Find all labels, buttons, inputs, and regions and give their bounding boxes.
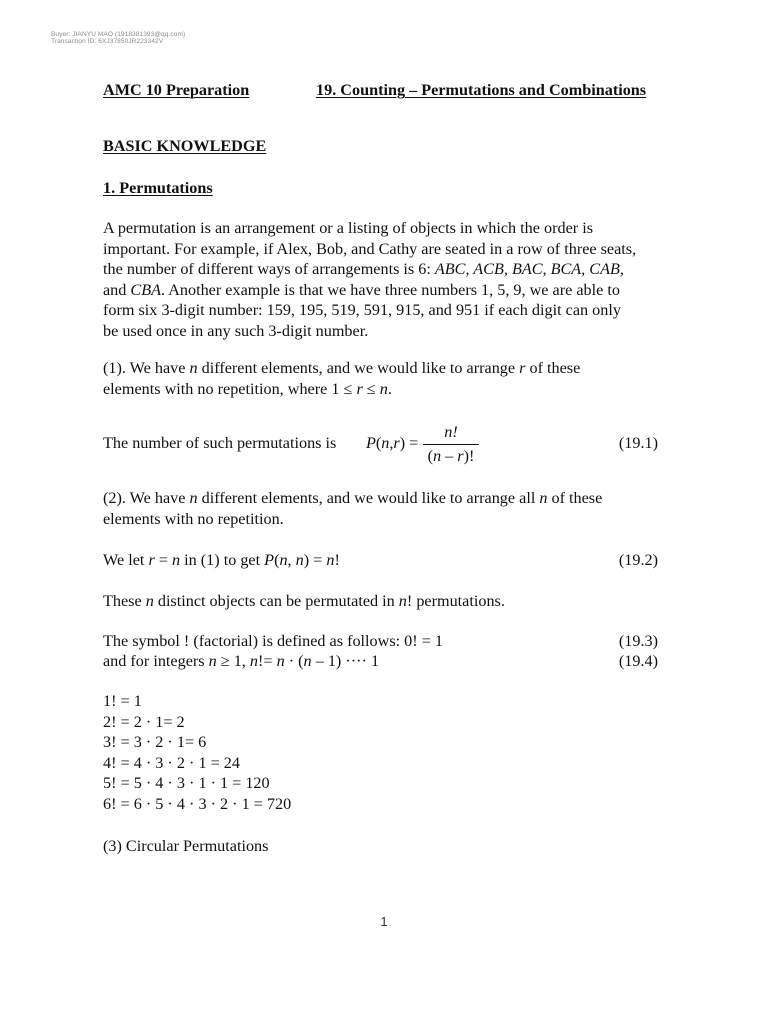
text: . <box>387 379 392 398</box>
var-r: r <box>356 379 363 398</box>
var-r: r <box>148 551 155 569</box>
formula-lhs <box>366 433 418 454</box>
buyer-watermark <box>51 31 185 45</box>
text: We let <box>103 551 149 569</box>
intro-arrangement-cba: CBA <box>130 280 161 299</box>
list-item: 3! = 3 · 2 · 1= 6 <box>103 733 207 751</box>
var-n: n <box>172 551 181 569</box>
text: distinct objects can be permutated in <box>153 592 399 610</box>
text: != <box>258 652 277 670</box>
intro-line <box>103 259 658 280</box>
text: ! <box>334 551 340 569</box>
text: = <box>154 551 172 569</box>
var-n: n <box>279 551 288 569</box>
case-1-paragraph <box>103 358 658 399</box>
text: , <box>287 551 296 569</box>
text: different elements, and we would like to arrange all <box>197 489 540 507</box>
var-r: r <box>393 434 400 452</box>
text: ) = <box>303 551 327 569</box>
var-n: n <box>326 551 335 569</box>
factorial-definition-line-2 <box>103 651 658 672</box>
text: ( <box>427 446 433 465</box>
intro-text: . Another example is that we have three numbers 1, 5, 9, we are able to <box>161 280 620 299</box>
page-number: 1 <box>380 914 388 929</box>
equation-number: (19.4) <box>618 652 658 670</box>
text: – 1) ···· 1 <box>311 652 380 670</box>
case-2-paragraph <box>103 488 658 529</box>
case-2-line <box>103 488 658 509</box>
text: )! <box>463 446 475 465</box>
var-p: P <box>366 434 376 452</box>
intro-line: A permutation is an arrangement or a listing of objects in which the order is <box>103 219 593 237</box>
text: ! permutations. <box>406 592 505 610</box>
var-r: r <box>519 359 526 377</box>
text: elements with no repetition, where 1 ≤ <box>103 379 357 398</box>
header-chapter-title: 19. Counting – Permutations and Combinations <box>316 81 647 99</box>
text: and for integers <box>103 652 209 670</box>
intro-line: form six 3-digit number: 159, 195, 519, 591, 915, and 951 if each digit can only <box>103 301 621 319</box>
factorial-list <box>103 691 658 814</box>
text: in (1) to get <box>180 551 265 569</box>
intro-line: important. For example, if Alex, Bob, and Cathy are seated in a row of three seats, <box>103 239 637 258</box>
section-title: BASIC KNOWLEDGE <box>103 137 267 155</box>
case-1-line <box>103 358 658 379</box>
factorial-definition-line-1: The symbol ! (factorial) is defined as follows: 0! = 1 <box>103 632 443 650</box>
var-n: n <box>379 379 388 398</box>
var-n: n <box>276 652 285 670</box>
var-n: n <box>381 434 390 452</box>
header-course-title: AMC 10 Preparation <box>103 81 250 99</box>
text: , <box>389 434 394 452</box>
text: (2). We have <box>103 489 190 507</box>
subsection-title: 1. Permutations <box>103 179 213 197</box>
text: ≥ 1, <box>216 652 250 670</box>
var-n: n <box>295 551 304 569</box>
list-item: 5! = 5 · 4 · 3 · 1 · 1 = 120 <box>103 774 270 792</box>
case-3-heading: (3) Circular Permutations <box>103 837 269 855</box>
fraction-denominator <box>423 446 479 467</box>
intro-arrangements: ABC, ACB, BAC, BCA, CAB, <box>434 260 624 278</box>
var-n: n <box>208 652 217 670</box>
intro-paragraph <box>103 218 658 341</box>
equation-number: (19.1) <box>618 434 658 452</box>
var-n: n <box>249 652 258 670</box>
var-n: n <box>539 489 548 507</box>
text: ≤ <box>362 379 380 398</box>
var-n: n <box>189 489 198 507</box>
case-1-line <box>103 379 658 400</box>
text: ( <box>274 551 280 569</box>
var-n: n <box>433 446 442 465</box>
watermark-transaction-line: Transaction ID: 6XJ37850JR223342V <box>51 38 164 45</box>
watermark-buyer-line: Buyer: JIANYU MAO (1918381393@qq.com) <box>51 31 186 38</box>
fraction-bar <box>423 444 479 445</box>
var-n: n <box>398 592 407 610</box>
equation-number: (19.2) <box>618 551 658 569</box>
var-r: r <box>457 446 464 465</box>
distinct-objects-line <box>103 591 658 612</box>
intro-text: and <box>103 280 131 299</box>
text: ) = <box>399 434 419 452</box>
formula-19-2 <box>103 550 658 571</box>
text: different elements, and we would like to arrange <box>197 359 520 377</box>
text: ( <box>375 434 382 452</box>
list-item: 2! = 2 · 1= 2 <box>103 712 185 731</box>
case-2-line: elements with no repetition. <box>103 509 284 528</box>
formula-label: The number of such permutations is <box>103 434 337 452</box>
var-p: P <box>264 551 275 569</box>
text: of these <box>525 359 581 377</box>
equation-number: (19.3) <box>618 632 658 650</box>
var-n: n <box>189 359 198 377</box>
intro-text: the number of different ways of arrangements is 6: <box>103 260 435 278</box>
formula-19-1 <box>103 423 658 477</box>
text: of these <box>547 489 603 507</box>
list-item: 4! = 4 · 3 · 2 · 1 = 24 <box>103 753 240 772</box>
list-item: 1! = 1 <box>103 692 142 710</box>
fraction-numerator: n! <box>444 423 458 441</box>
fraction <box>423 422 479 466</box>
text: · ( <box>284 652 304 670</box>
intro-line <box>103 280 658 301</box>
list-item: 6! = 6 · 5 · 4 · 3 · 2 · 1 = 720 <box>103 794 292 813</box>
text: These <box>103 592 146 610</box>
var-n: n <box>303 652 312 670</box>
var-n: n <box>145 592 154 610</box>
intro-line: be used once in any such 3-digit number. <box>103 321 369 340</box>
text: (1). We have <box>103 359 190 377</box>
text: – <box>441 446 458 465</box>
